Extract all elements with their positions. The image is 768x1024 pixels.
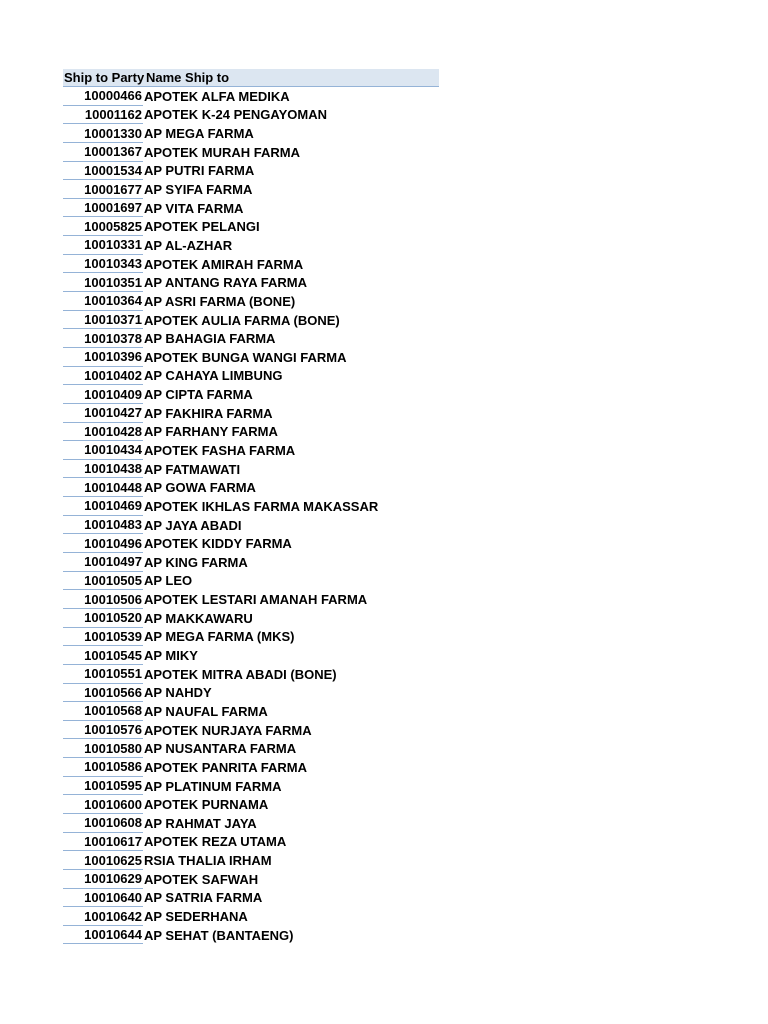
ship-to-party-cell: 10010595	[63, 777, 143, 796]
ship-to-party-cell: 10010505	[63, 572, 143, 591]
ship-to-party-cell: 10005825	[63, 217, 143, 236]
ship-to-party-cell: 10010608	[63, 814, 143, 833]
table-row	[63, 758, 439, 777]
ship-to-party-cell: 10010566	[63, 684, 143, 703]
name-ship-to-cell: APOTEK NURJAYA FARMA	[144, 722, 312, 738]
ship-to-party-cell: 10010351	[63, 273, 143, 292]
table-row	[63, 87, 439, 106]
name-ship-to-cell: AP SEDERHANA	[144, 909, 248, 924]
name-ship-to-cell: AP MEGA FARMA (MKS)	[144, 629, 295, 645]
table-row	[63, 124, 439, 143]
table-row	[63, 814, 439, 833]
table-row	[63, 795, 439, 814]
ship-to-table	[63, 69, 439, 944]
name-ship-to-cell: APOTEK AMIRAH FARMA	[144, 256, 304, 272]
name-ship-to-cell: AP MEGA FARMA	[144, 126, 254, 142]
name-ship-to-cell: APOTEK IKHLAS FARMA MAKASSAR	[144, 498, 379, 514]
ship-to-party-cell: 10010617	[63, 833, 143, 852]
table-row	[63, 851, 439, 870]
name-ship-to-cell: AP JAYA ABADI	[144, 517, 242, 533]
table-row	[63, 292, 439, 311]
name-ship-to-cell: AP SYIFA FARMA	[144, 182, 253, 198]
ship-to-party-cell: 10010496	[63, 534, 143, 553]
table-row	[63, 739, 439, 758]
ship-to-party-cell: 10010402	[63, 367, 143, 386]
name-ship-to-cell: AP AL-AZHAR	[144, 237, 233, 253]
ship-to-party-cell: 10010434	[63, 441, 143, 460]
table-row	[63, 907, 439, 926]
name-ship-to-cell: APOTEK FASHA FARMA	[144, 442, 296, 458]
table-row	[63, 534, 439, 553]
table-row	[63, 833, 439, 852]
name-ship-to-cell: AP NAHDY	[144, 685, 212, 701]
name-ship-to-cell: RSIA THALIA IRHAM	[144, 853, 272, 869]
table-row	[63, 590, 439, 609]
name-ship-to-cell: APOTEK K-24 PENGAYOMAN	[144, 107, 327, 123]
table-row	[63, 441, 439, 460]
ship-to-party-cell: 10001697	[63, 199, 143, 218]
ship-to-party-cell: 10010409	[63, 385, 143, 404]
name-ship-to-cell: AP LEO	[144, 573, 193, 589]
name-ship-to-cell: APOTEK ALFA MEDIKA	[144, 88, 290, 104]
ship-to-party-cell: 10001534	[63, 162, 143, 181]
name-ship-to-cell: APOTEK MITRA ABADI (BONE)	[144, 666, 337, 682]
ship-to-party-cell: 10001367	[63, 143, 143, 162]
ship-to-party-cell: 10010427	[63, 404, 143, 423]
name-ship-to-cell: APOTEK REZA UTAMA	[144, 834, 287, 850]
table-row	[63, 665, 439, 684]
table-row	[63, 572, 439, 591]
name-ship-to-cell: APOTEK KIDDY FARMA	[144, 536, 292, 552]
ship-to-party-cell: 10010551	[63, 665, 143, 684]
ship-to-party-cell: 10010520	[63, 609, 143, 628]
name-ship-to-cell: AP FAKHIRA FARMA	[144, 405, 273, 421]
table-row	[63, 255, 439, 274]
table-row	[63, 553, 439, 572]
ship-to-party-cell: 10001162	[63, 106, 143, 125]
table-row	[63, 143, 439, 162]
name-ship-to-cell: APOTEK LESTARI AMANAH FARMA	[144, 592, 368, 608]
header-ship-to-party: Ship to Party	[64, 70, 145, 85]
ship-to-party-cell: 10010448	[63, 478, 143, 497]
ship-to-party-cell: 10010629	[63, 870, 143, 889]
ship-to-party-cell: 10010364	[63, 292, 143, 311]
name-ship-to-cell: AP PUTRI FARMA	[144, 163, 255, 179]
table-row	[63, 926, 439, 945]
table-row	[63, 646, 439, 665]
table-row	[63, 609, 439, 628]
name-ship-to-cell: AP CIPTA FARMA	[144, 387, 253, 403]
ship-to-party-cell: 10010586	[63, 758, 143, 777]
ship-to-party-cell: 10010600	[63, 795, 143, 814]
table-row	[63, 497, 439, 516]
ship-to-party-cell: 10010506	[63, 590, 143, 609]
name-ship-to-cell: AP KING FARMA	[144, 554, 248, 570]
name-ship-to-cell: AP NAUFAL FARMA	[144, 703, 268, 719]
table-header-row	[63, 69, 439, 87]
name-ship-to-cell: AP MAKKAWARU	[144, 610, 253, 626]
table-row	[63, 385, 439, 404]
table-row	[63, 702, 439, 721]
name-ship-to-cell: APOTEK SAFWAH	[144, 871, 259, 887]
ship-to-party-cell: 10010576	[63, 721, 143, 740]
table-row	[63, 721, 439, 740]
ship-to-party-cell: 10000466	[63, 87, 143, 106]
name-ship-to-cell: APOTEK MURAH FARMA	[144, 144, 300, 160]
name-ship-to-cell: AP VITA FARMA	[144, 200, 244, 216]
table-row	[63, 180, 439, 199]
table-row	[63, 348, 439, 367]
ship-to-party-cell: 10010497	[63, 553, 143, 572]
table-row	[63, 311, 439, 330]
ship-to-party-cell: 10010568	[63, 702, 143, 721]
name-ship-to-cell: APOTEK PURNAMA	[144, 797, 269, 813]
table-body	[63, 87, 439, 944]
table-row	[63, 478, 439, 497]
name-ship-to-cell: AP CAHAYA LIMBUNG	[144, 368, 283, 384]
name-ship-to-cell: AP ANTANG RAYA FARMA	[144, 275, 308, 291]
table-row	[63, 777, 439, 796]
ship-to-party-cell: 10010331	[63, 236, 143, 255]
ship-to-party-cell: 10010545	[63, 646, 143, 665]
ship-to-party-cell: 10010438	[63, 460, 143, 479]
table-row	[63, 628, 439, 647]
table-row	[63, 329, 439, 348]
ship-to-party-cell: 10010644	[63, 926, 143, 945]
ship-to-party-cell: 10001677	[63, 180, 143, 199]
name-ship-to-cell: AP ASRI FARMA (BONE)	[144, 293, 296, 309]
table-row	[63, 367, 439, 386]
table-row	[63, 684, 439, 703]
name-ship-to-cell: AP NUSANTARA FARMA	[144, 741, 297, 757]
name-ship-to-cell: AP FARHANY FARMA	[144, 424, 278, 440]
name-ship-to-cell: APOTEK BUNGA WANGI FARMA	[144, 349, 347, 365]
ship-to-party-cell: 10010642	[63, 907, 143, 926]
name-ship-to-cell: APOTEK PANRITA FARMA	[144, 759, 307, 775]
table-row	[63, 460, 439, 479]
table-row	[63, 217, 439, 236]
table-row	[63, 404, 439, 423]
ship-to-party-cell: 10010396	[63, 348, 143, 367]
header-name-ship-to: Name Ship to	[146, 70, 230, 85]
name-ship-to-cell: AP SEHAT (BANTAENG)	[144, 927, 294, 943]
table-row	[63, 162, 439, 181]
ship-to-party-cell: 10010539	[63, 628, 143, 647]
name-ship-to-cell: AP SATRIA FARMA	[144, 890, 263, 906]
table-row	[63, 423, 439, 442]
table-row	[63, 106, 439, 125]
table-row	[63, 236, 439, 255]
ship-to-party-cell: 10010580	[63, 739, 143, 758]
table-row	[63, 889, 439, 908]
ship-to-party-cell: 10010625	[63, 851, 143, 870]
ship-to-party-cell: 10010640	[63, 889, 143, 908]
name-ship-to-cell: AP GOWA FARMA	[144, 480, 256, 496]
table-row	[63, 273, 439, 292]
ship-to-party-cell: 10010378	[63, 329, 143, 348]
ship-to-party-cell: 10010343	[63, 255, 143, 274]
name-ship-to-cell: APOTEK PELANGI	[144, 219, 260, 235]
name-ship-to-cell: APOTEK AULIA FARMA (BONE)	[144, 312, 340, 328]
ship-to-party-cell: 10010469	[63, 497, 143, 516]
name-ship-to-cell: AP FATMAWATI	[144, 461, 241, 477]
name-ship-to-cell: AP MIKY	[144, 648, 198, 664]
table-row	[63, 870, 439, 889]
name-ship-to-cell: AP BAHAGIA FARMA	[144, 331, 276, 347]
name-ship-to-cell: AP PLATINUM FARMA	[144, 778, 282, 794]
table-row	[63, 516, 439, 535]
ship-to-party-cell: 10010371	[63, 311, 143, 330]
table-row	[63, 199, 439, 218]
ship-to-party-cell: 10010428	[63, 423, 143, 442]
name-ship-to-cell: AP RAHMAT JAYA	[144, 815, 257, 831]
ship-to-party-cell: 10001330	[63, 124, 143, 143]
ship-to-party-cell: 10010483	[63, 516, 143, 535]
